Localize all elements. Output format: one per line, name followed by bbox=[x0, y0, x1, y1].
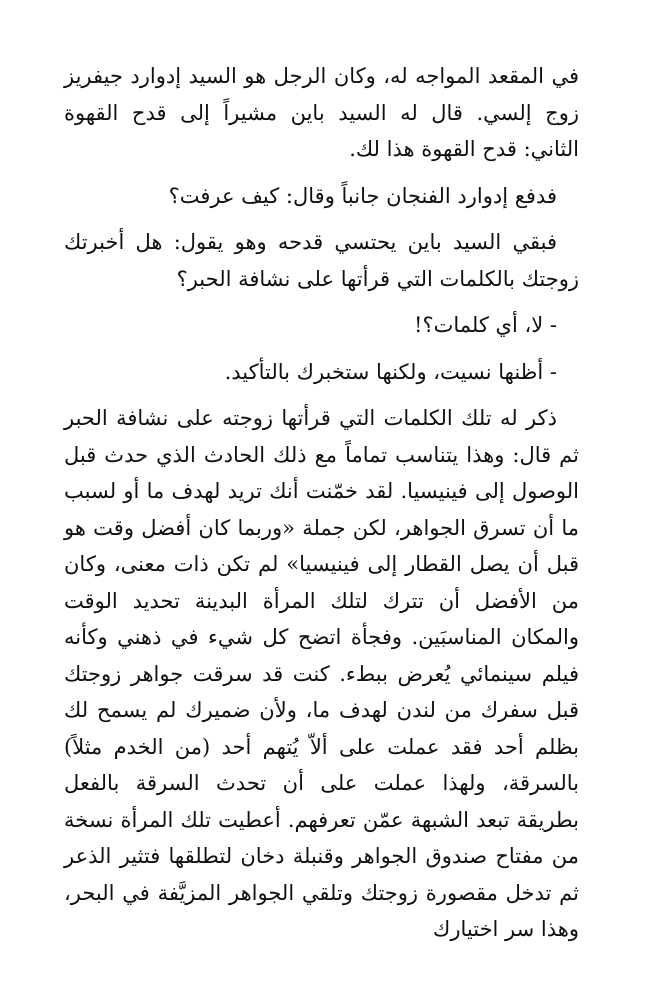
dialogue-line-no-words: - لا، أي كلمات؟! bbox=[414, 313, 557, 337]
paragraph-explanation: ذكر له تلك الكلمات التي قرأتها زوجته على نشافة الحبر ثم قال: وهذا يتناسب تماماً مع ذلك الحادث الذي حدث قبل الوصول إلى فينيسيا. لقد خمّنت أنك تريد لهدف ما أو لسبب ما أن تسرق الجواهر، لكن جملة «وربما كان أفضل وقت هو قبل أن يصل القطار إلى فينيسيا» لم تكن ذات معنى، وكان من الأفضل أن تترك لتلك المرأة البدينة تحديد الوقت والمكان المناسبَين. وفجأة اتضح كل شيء في ذهني وكأنه فيلم سينمائي يُعرض ببطء. كنت قد سرقت جواهر زوجتك قبل سفرك من لندن لهدف ما، ولأن ضميرك لم يسمح لك بظلم أحد فقد عملت على ألاّ يُتهم أحد (من الخدم مثلاً) بالسرقة، ولهذا عملت على أن تحدث السرقة بالفعل بطريقة تبعد الشبهة عمّن تعرفهم. أعطيت تلك المرأة نسخة من مفتاح صندوق الجواهر وقنبلة دخان لتطلقها فتثير الذعر ثم تدخل مقصورة زوجتك وتلقي الجواهر المزيَّفة في البحر، وهذا سر اختيارك bbox=[64, 406, 580, 941]
paragraph-opening: في المقعد المواجه له، وكان الرجل هو السيد إدوارد جيفريز زوج إلسي. قال له السيد باين مشيراً إلى قدح القهوة الثاني: قدح القهوة هذا لك. bbox=[64, 64, 579, 161]
paragraph-edward-question: فدفع إدوارد الفنجان جانباً وقال: كيف عرفت؟ bbox=[168, 183, 557, 208]
paragraph-payne-question: فبقي السيد باين يحتسي قدحه وهو يقول: هل أخبرتك زوجتك بالكلمات التي قرأتها على نشافة الحبر؟ bbox=[64, 230, 579, 291]
dialogue-line-she-forgot: - أظنها نسيت، ولكنها ستخبرك بالتأكيد. bbox=[224, 359, 557, 384]
